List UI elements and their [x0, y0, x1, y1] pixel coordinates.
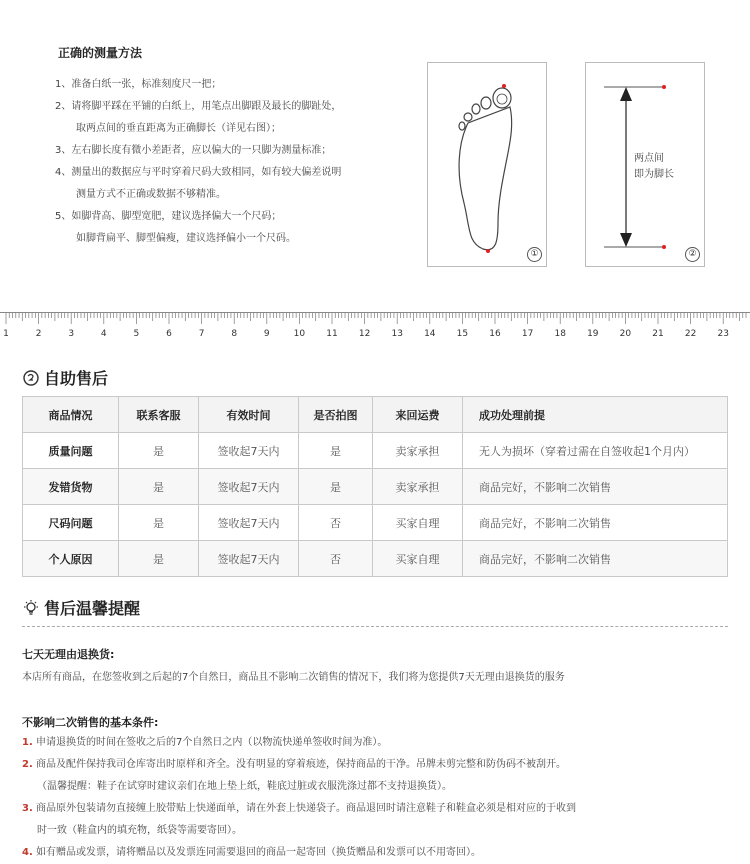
step-5: 5、如脚背高、脚型宽肥，建议选择偏大一个尺码； [55, 211, 282, 222]
condition-number: 2. [22, 759, 33, 770]
ruler-label: 9 [263, 329, 270, 339]
ruler-label: 18 [554, 329, 566, 339]
ruler [0, 312, 750, 340]
col-header: 商品情况 [23, 397, 119, 433]
measure-title: 正确的测量方法 [58, 46, 143, 60]
length-caption-line1: 两点间 [634, 153, 664, 164]
condition-text: 如有赠品或发票，请将赠品以及发票连同需要退回的商品一起寄回（换货赠品和发票可以不用寄回）。 [35, 847, 481, 858]
step-4-cont: 测量方式不正确或数据不够精准。 [76, 189, 226, 200]
ruler-label: 8 [231, 329, 238, 339]
condition-number: 1. [22, 737, 33, 748]
table-cell: 无人为损坏（穿着过需在自签收起1个月内） [463, 433, 728, 469]
ruler-label: 13 [391, 329, 403, 339]
condition-item-1 [22, 732, 732, 754]
condition-item-3 [22, 798, 732, 820]
seven-day-text: 本店所有商品，在您签收到之后起的7个自然日，商品且不影响二次销售的情况下，我们将为您提供7天无理由退换货的服务 [22, 672, 565, 683]
after-sales-heading [22, 366, 108, 389]
conditions-title: 不影响二次销售的基本条件: [22, 716, 159, 729]
condition-item-2-cont: （温馨提醒：鞋子在试穿时建议亲们在地上垫上纸，鞋底过脏或衣服洗涤过都不支持退换货）。 [37, 781, 452, 792]
after-sales-title: 自助售后 [44, 369, 109, 388]
table-cell: 卖家承担 [373, 433, 463, 469]
condition-number: 3. [22, 803, 33, 814]
ruler-label: 7 [198, 329, 205, 339]
ruler-label: 15 [456, 329, 469, 339]
seven-day-title: 七天无理由退换货: [22, 648, 115, 661]
ruler-label: 16 [489, 329, 501, 339]
condition-item-2 [22, 754, 732, 776]
col-header: 有效时间 [199, 397, 299, 433]
condition-text: 商品及配件保持我司仓库寄出时原样和齐全。没有明显的穿着痕迹，保持商品的干净。吊牌未剪完整和防伪码不被刮开。 [35, 759, 566, 770]
ruler-label: 22 [684, 329, 697, 339]
table-row [23, 469, 728, 505]
after-sales-table [22, 396, 728, 577]
table-cell: 商品完好，不影响二次销售 [463, 541, 728, 577]
table-cell: 签收起7天内 [199, 433, 299, 469]
measure-steps [55, 74, 415, 250]
ruler-label: 2 [35, 329, 42, 339]
condition-text: 申请退换货的时间在签收之后的7个自然日之内（以物流快递单签收时间为准）。 [35, 737, 388, 748]
table-cell: 尺码问题 [23, 505, 119, 541]
ruler-label: 11 [326, 329, 338, 339]
ruler-label: 19 [587, 329, 599, 339]
ruler-label: 17 [521, 329, 534, 339]
foot-diagram-panel [427, 62, 547, 267]
table-cell: 签收起7天内 [199, 505, 299, 541]
table-cell: 质量问题 [23, 433, 119, 469]
panel-number-1: ① [527, 247, 542, 262]
step-4: 4、测量出的数据应与平时穿着尺码大致相同，如有较大偏差说明 [55, 167, 342, 178]
foot-outline-icon [428, 63, 548, 268]
ruler-label: 4 [100, 329, 107, 339]
table-cell: 签收起7天内 [199, 541, 299, 577]
table-header-row [23, 397, 728, 433]
table-cell: 是 [299, 469, 373, 505]
col-header: 来回运费 [373, 397, 463, 433]
table-row [23, 541, 728, 577]
ruler-label: 23 [717, 329, 729, 339]
condition-item-4 [22, 842, 732, 864]
step-3: 3、左右脚长度有微小差距者，应以偏大的一只脚为测量标准； [55, 145, 332, 156]
ruler-label: 10 [293, 329, 306, 339]
ruler-label: 5 [133, 329, 140, 339]
lightbulb-icon [22, 599, 40, 617]
heel-marker [486, 249, 490, 253]
service-clock-icon [22, 369, 40, 387]
measure-length-panel [585, 62, 705, 267]
ruler-label: 20 [619, 329, 632, 339]
ruler-label: 21 [652, 329, 664, 339]
table-cell: 商品完好，不影响二次销售 [463, 505, 728, 541]
col-header: 联系客服 [119, 397, 199, 433]
divider [22, 626, 728, 627]
table-cell: 商品完好，不影响二次销售 [463, 469, 728, 505]
ruler-label: 1 [3, 329, 9, 339]
table-cell: 否 [299, 505, 373, 541]
table-cell: 买家自理 [373, 541, 463, 577]
toe-marker [502, 84, 506, 88]
table-cell: 个人原因 [23, 541, 119, 577]
ruler-label: 12 [358, 329, 371, 339]
table-cell: 是 [119, 505, 199, 541]
condition-number: 4. [22, 847, 33, 858]
ruler-label: 6 [166, 329, 172, 339]
table-cell: 否 [299, 541, 373, 577]
panel-number-2: ② [685, 247, 700, 262]
table-row [23, 433, 728, 469]
ruler-label: 14 [424, 329, 436, 339]
reminder-heading [22, 596, 140, 619]
table-cell: 发错货物 [23, 469, 119, 505]
table-cell: 签收起7天内 [199, 469, 299, 505]
length-caption-line2: 即为脚长 [634, 169, 674, 180]
table-cell: 是 [119, 469, 199, 505]
table-row [23, 505, 728, 541]
table-cell: 卖家承担 [373, 469, 463, 505]
reminder-title: 售后温馨提醒 [44, 599, 141, 618]
condition-item-3-cont: 时一致（鞋盒内的填充物，纸袋等需要寄回）。 [37, 825, 242, 836]
condition-text: 商品原外包装请勿直接缠上胶带贴上快递面单，请在外套上快递袋子。商品退回时请注意鞋子和鞋盒必须是相对应的于收到 [35, 803, 576, 814]
table-cell: 是 [299, 433, 373, 469]
step-2: 2、请将脚平踩在平铺的白纸上，用笔点出脚跟及最长的脚趾处， [55, 101, 342, 112]
col-header: 是否拍图 [299, 397, 373, 433]
ruler-label: 3 [68, 329, 75, 339]
table-cell: 是 [119, 541, 199, 577]
conditions-list [22, 732, 732, 864]
length-caption [634, 151, 674, 183]
step-5-cont: 如脚背扁平、脚型偏瘦，建议选择偏小一个尺码。 [76, 233, 296, 244]
step-1: 1、准备白纸一张，标准刻度尺一把； [55, 79, 222, 90]
table-cell: 买家自理 [373, 505, 463, 541]
table-cell: 是 [119, 433, 199, 469]
step-2-cont: 取两点间的垂直距离为正确脚长（详见右图）； [76, 123, 281, 134]
col-header: 成功处理前提 [463, 397, 728, 433]
